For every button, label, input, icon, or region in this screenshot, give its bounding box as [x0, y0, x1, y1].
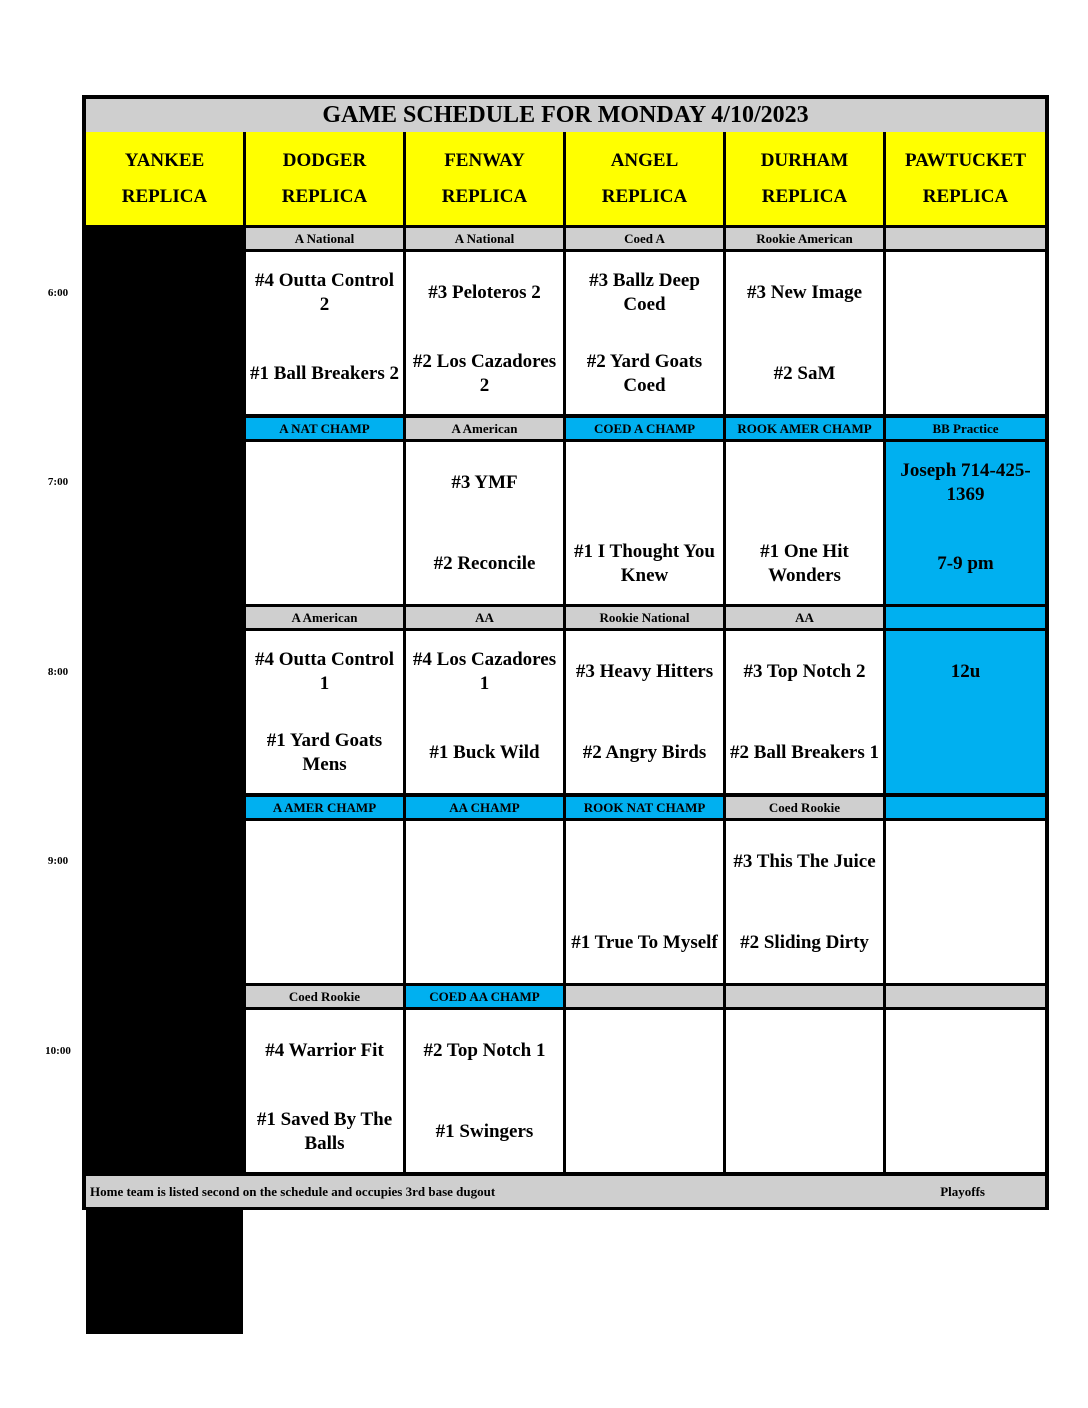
home-team: #1 Yard Goats Mens: [266, 729, 383, 775]
game-cell: [886, 821, 1045, 983]
venue-name: ANGEL: [610, 149, 679, 171]
game-cell: [406, 631, 563, 793]
venue-name: FENWAY: [444, 149, 525, 171]
home-team: #1 I Thought You Knew: [574, 540, 715, 586]
away-team: #3 Ballz Deep Coed: [589, 269, 700, 315]
game-cell: [726, 442, 883, 604]
venue-header-dodger: [246, 132, 403, 225]
home-team-note: Home team is listed second on the schedule and occupies 3rd base dugout: [90, 1183, 496, 1199]
home-team: [886, 712, 1045, 793]
venue-header-angel: [566, 132, 723, 225]
game-cell: [726, 821, 883, 983]
venue-name: PAWTUCKET: [904, 149, 1027, 171]
time-label: 6:00: [47, 287, 69, 299]
division-label: COED AA CHAMP: [406, 986, 563, 1007]
division-label: A National: [406, 228, 563, 249]
game-cell: [406, 442, 563, 604]
venue-header-fenway: [406, 132, 563, 225]
game-cell: [246, 252, 403, 414]
away-team: [246, 442, 403, 523]
division-label: Rookie American: [726, 228, 883, 249]
game-cell: [566, 1010, 723, 1172]
home-team: [886, 902, 1045, 983]
home-team: #1 One Hit Wonders: [760, 540, 849, 586]
away-team: #3 Top Notch 2: [743, 660, 866, 682]
away-team: #3 Heavy Hitters: [575, 660, 714, 682]
home-team: [566, 1091, 723, 1172]
away-team: #3 YMF: [451, 471, 518, 493]
home-team: #2 Yard Goats Coed: [586, 350, 703, 396]
division-label: A AMER CHAMP: [246, 797, 403, 818]
away-team: #2 Top Notch 1: [423, 1039, 546, 1061]
home-team: [246, 523, 403, 604]
playoffs-label: Playoffs: [940, 1183, 985, 1199]
home-team: #1 Saved By The Balls: [256, 1108, 393, 1154]
away-team: [726, 1010, 883, 1091]
home-team: [726, 1091, 883, 1172]
game-cell: [566, 821, 723, 983]
division-label: [886, 986, 1045, 1007]
home-team: [406, 902, 563, 983]
away-team: #3 This The Juice: [733, 850, 876, 872]
division-label: [886, 607, 1045, 628]
division-label: COED A CHAMP: [566, 418, 723, 439]
division-label: A National: [246, 228, 403, 249]
division-label: BB Practice: [886, 418, 1045, 439]
venue-subtitle: REPLICA: [121, 185, 208, 207]
game-cell: [246, 631, 403, 793]
division-label: AA CHAMP: [406, 797, 563, 818]
division-label: Coed Rookie: [726, 797, 883, 818]
game-cell: [726, 631, 883, 793]
game-cell: [566, 442, 723, 604]
time-label: 9:00: [47, 855, 69, 867]
page-title: GAME SCHEDULE FOR MONDAY 4/10/2023: [86, 99, 1045, 132]
venue-name: YANKEE: [124, 149, 205, 171]
game-cell: [406, 1010, 563, 1172]
division-label: A NAT CHAMP: [246, 418, 403, 439]
game-cell: [566, 631, 723, 793]
division-label: A American: [406, 418, 563, 439]
time-label: 7:00: [47, 476, 69, 488]
home-team: 7-9 pm: [937, 552, 994, 574]
venue-name: DURHAM: [760, 149, 849, 171]
away-team: #4 Outta Control 1: [255, 648, 394, 694]
away-team: #4 Los Cazadores 1: [412, 648, 557, 694]
game-cell: [246, 1010, 403, 1172]
time-label: 8:00: [47, 666, 69, 678]
away-team: [566, 1010, 723, 1091]
division-label: ROOK AMER CHAMP: [726, 418, 883, 439]
division-label: [886, 797, 1045, 818]
away-team: [886, 252, 1045, 333]
away-team: Joseph 714-425-1369: [900, 459, 1031, 505]
game-cell: [886, 1010, 1045, 1172]
time-label: 10:00: [45, 1045, 71, 1057]
game-cell: [566, 252, 723, 414]
home-team: #2 Los Cazadores 2: [412, 350, 557, 396]
home-team: [886, 333, 1045, 414]
game-cell: [246, 821, 403, 983]
away-team: #3 New Image: [746, 281, 863, 303]
footer-bar: [86, 1176, 1045, 1207]
away-team: #4 Warrior Fit: [265, 1039, 384, 1061]
yankee-column-unused: [86, 228, 243, 1334]
venue-header-pawtucket: [886, 132, 1045, 225]
division-label: [726, 986, 883, 1007]
home-team: #2 SaM: [773, 362, 836, 384]
division-label: Rookie National: [566, 607, 723, 628]
home-team: #1 Ball Breakers 2: [249, 362, 399, 384]
venue-header-durham: [726, 132, 883, 225]
division-label: [566, 986, 723, 1007]
away-team: #3 Peloteros 2: [428, 281, 541, 303]
away-team: [726, 442, 883, 523]
home-team: #2 Ball Breakers 1: [729, 741, 879, 763]
venue-subtitle: REPLICA: [761, 185, 848, 207]
game-cell: [886, 442, 1045, 604]
away-team: [886, 1010, 1045, 1091]
game-cell: [726, 252, 883, 414]
venue-subtitle: REPLICA: [281, 185, 368, 207]
home-team: [246, 902, 403, 983]
away-team: 12u: [950, 660, 981, 682]
away-team: [566, 442, 723, 523]
game-cell: [886, 631, 1045, 793]
game-cell: [246, 442, 403, 604]
away-team: [566, 821, 723, 902]
division-label: Coed Rookie: [246, 986, 403, 1007]
venue-name: DODGER: [282, 149, 367, 171]
home-team: #2 Reconcile: [433, 552, 536, 574]
home-team: #2 Angry Birds: [582, 741, 707, 763]
home-team: #1 Buck Wild: [429, 741, 540, 763]
away-team: #4 Outta Control 2: [255, 269, 394, 315]
schedule-table: [82, 95, 1049, 1210]
game-cell: [886, 252, 1045, 414]
away-team: [886, 821, 1045, 902]
division-label: ROOK NAT CHAMP: [566, 797, 723, 818]
home-team: #1 True To Myself: [571, 931, 718, 953]
venue-subtitle: REPLICA: [922, 185, 1009, 207]
division-label: AA: [406, 607, 563, 628]
home-team: #1 Swingers: [435, 1120, 534, 1142]
home-team: #2 Sliding Dirty: [740, 931, 869, 953]
game-cell: [726, 1010, 883, 1172]
venue-subtitle: REPLICA: [601, 185, 688, 207]
game-cell: [406, 252, 563, 414]
division-label: AA: [726, 607, 883, 628]
away-team: [406, 821, 563, 902]
division-label: Coed A: [566, 228, 723, 249]
game-cell: [406, 821, 563, 983]
division-label: [886, 228, 1045, 249]
division-label: A American: [246, 607, 403, 628]
home-team: [886, 1091, 1045, 1172]
venue-header-yankee: [86, 132, 243, 225]
venue-subtitle: REPLICA: [441, 185, 528, 207]
away-team: [246, 821, 403, 902]
